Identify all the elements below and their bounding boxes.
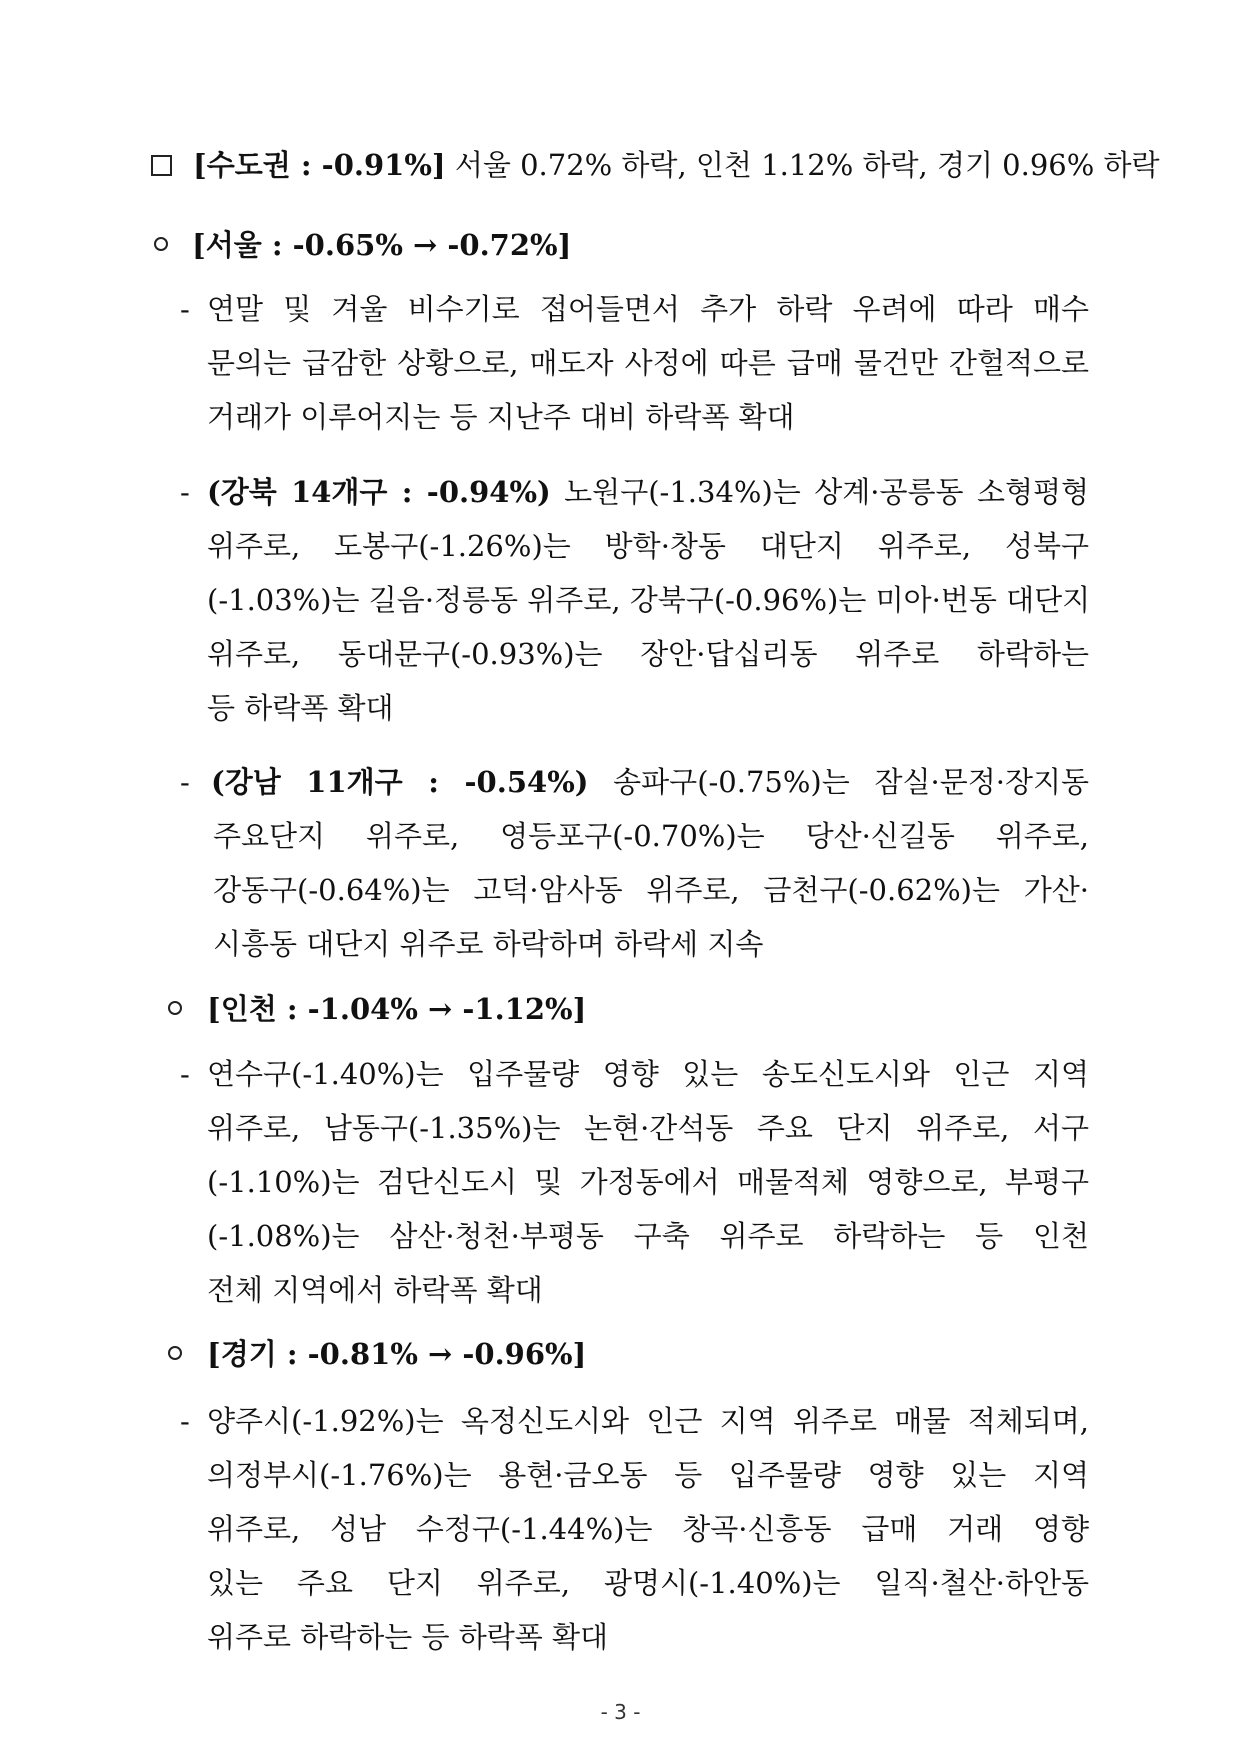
incheon-line: (-1.10%)는 검단신도시 및 가정동에서 매물적체 영향으로, 부평구 xyxy=(207,1165,1089,1199)
dash-bullet: - xyxy=(180,292,190,326)
incheon-heading: [인천 : -1.04% → -1.12%] xyxy=(207,992,587,1026)
gyeonggi-line: 위주로, 성남 수정구(-1.44%)는 창곡·신흥동 급매 거래 영향 xyxy=(207,1512,1089,1546)
gangnam-first-line xyxy=(211,764,1089,800)
circle-bullet-icon xyxy=(168,1346,182,1360)
gangbuk-line: 위주로, 동대문구(-0.93%)는 장안·답십리동 위주로 하락하는 xyxy=(207,637,1089,671)
gangnam-line: 강동구(-0.64%)는 고덕·암사동 위주로, 금천구(-0.62%)는 가산· xyxy=(213,873,1089,907)
seoul-general-line-1: 연말 및 겨울 비수기로 접어들면서 추가 하락 우려에 따라 매수 xyxy=(207,292,1089,326)
incheon-line: 위주로, 남동구(-1.35%)는 논현·간석동 주요 단지 위주로, 서구 xyxy=(207,1111,1089,1145)
incheon-line: (-1.08%)는 삼산·청천·부평동 구축 위주로 하락하는 등 인천 xyxy=(207,1219,1089,1253)
circle-bullet-icon xyxy=(168,1001,182,1015)
seoul-general-line-3: 거래가 이루어지는 등 지난주 대비 하락폭 확대 xyxy=(207,400,795,434)
dash-bullet: - xyxy=(180,765,190,799)
page-number: - 3 - xyxy=(600,1700,641,1724)
summary-label: [수도권 : -0.91%] xyxy=(193,148,446,182)
summary-text: 서울 0.72% 하락, 인천 1.12% 하락, 경기 0.96% 하락 xyxy=(454,148,1160,182)
summary-line xyxy=(193,147,1160,183)
gangnam-line: 시흥동 대단지 위주로 하락하며 하락세 지속 xyxy=(213,927,764,961)
circle-bullet-icon xyxy=(154,237,168,251)
gangbuk-line: (-1.03%)는 길음·정릉동 위주로, 강북구(-0.96%)는 미아·번동 대단지 xyxy=(207,583,1091,617)
incheon-line: 연수구(-1.40%)는 입주물량 영향 있는 송도신도시와 인근 지역 xyxy=(207,1057,1089,1091)
gangnam-label: (강남 11개구 : -0.54%) xyxy=(211,765,589,799)
gyeonggi-line: 양주시(-1.92%)는 옥정신도시와 인근 지역 위주로 매물 적체되며, xyxy=(207,1404,1089,1438)
seoul-general-line-2: 문의는 급감한 상황으로, 매도자 사정에 따른 급매 물건만 간헐적으로 xyxy=(207,346,1089,380)
gyeonggi-line: 있는 주요 단지 위주로, 광명시(-1.40%)는 일직·철산·하안동 xyxy=(207,1566,1089,1600)
gangbuk-first-line xyxy=(207,474,1089,510)
seoul-heading: [서울 : -0.65% → -0.72%] xyxy=(192,228,572,262)
checkbox-icon xyxy=(151,155,172,176)
gyeonggi-line: 의정부시(-1.76%)는 용현·금오동 등 입주물량 영향 있는 지역 xyxy=(207,1458,1089,1492)
dash-bullet: - xyxy=(180,1404,190,1438)
gangbuk-line: 위주로, 도봉구(-1.26%)는 방학·창동 대단지 위주로, 성북구 xyxy=(207,529,1089,563)
dash-bullet: - xyxy=(180,475,190,509)
gangbuk-line: 등 하락폭 확대 xyxy=(207,691,394,725)
gangbuk-first-text: 노원구(-1.34%)는 상계·공릉동 소형평형 xyxy=(564,475,1089,509)
gangbuk-label: (강북 14개구 : -0.94%) xyxy=(207,475,551,509)
gangnam-line: 주요단지 위주로, 영등포구(-0.70%)는 당산·신길동 위주로, xyxy=(213,819,1089,853)
gyeonggi-line: 위주로 하락하는 등 하락폭 확대 xyxy=(207,1620,609,1654)
gangnam-first-text: 송파구(-0.75%)는 잠실·문정·장지동 xyxy=(613,765,1089,799)
dash-bullet: - xyxy=(180,1057,190,1091)
incheon-line: 전체 지역에서 하락폭 확대 xyxy=(207,1273,543,1307)
gyeonggi-heading: [경기 : -0.81% → -0.96%] xyxy=(207,1337,587,1371)
